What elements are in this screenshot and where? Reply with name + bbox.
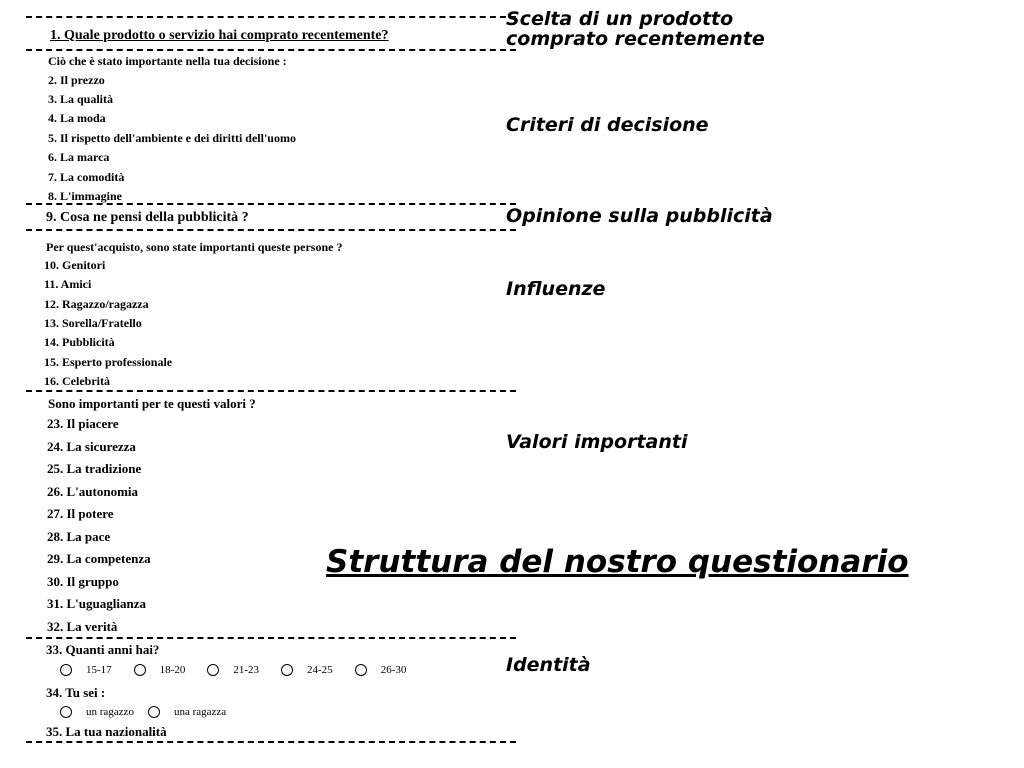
section-label-influenze: Influenze [506, 278, 606, 300]
question-9: 9. Cosa ne pensi della pubblicità ? [46, 210, 249, 225]
question-1: 1. Quale prodotto o servizio hai comprato recentemente? [50, 28, 389, 43]
list-item: 2. Il prezzo [48, 73, 105, 87]
age-options [60, 664, 428, 676]
influenze-intro: Per quest'acquisto, sono state importanti queste persone ? [46, 240, 343, 254]
list-item: 11. Amici [44, 277, 92, 291]
question-34: 34. Tu sei : [46, 685, 106, 700]
list-item: 10. Genitori [44, 258, 106, 272]
list-item: 25. La tradizione [47, 461, 142, 476]
radio-button[interactable] [148, 706, 160, 718]
list-item: 8. L'immagine [48, 189, 122, 203]
list-item: 3. La qualità [48, 92, 114, 106]
list-item: 4. La moda [48, 111, 106, 125]
age-option-label: 18-20 [159, 664, 186, 676]
radio-button[interactable] [207, 664, 219, 676]
slide-title: Struttura del nostro questionario [326, 544, 909, 580]
separator-line [26, 741, 516, 743]
question-33: 33. Quanti anni hai? [46, 642, 160, 657]
section-label-line: Scelta di un prodotto [506, 8, 734, 30]
list-item: 29. La competenza [47, 551, 151, 566]
gender-option-label: un ragazzo [86, 706, 134, 718]
list-item: 27. Il potere [47, 506, 114, 521]
separator-line [26, 49, 516, 51]
list-item: 5. Il rispetto dell'ambiente e dei diritti dell'uomo [48, 131, 296, 145]
gender-options [60, 706, 248, 718]
radio-button[interactable] [281, 664, 293, 676]
list-item: 13. Sorella/Fratello [44, 316, 142, 330]
list-item: 14. Pubblicità [44, 335, 115, 349]
list-item: 32. La verità [47, 619, 118, 634]
section-label-identita: Identità [506, 654, 591, 676]
question-35: 35. La tua nazionalità [46, 724, 167, 739]
list-item: 23. Il piacere [47, 416, 119, 431]
age-option-label: 26-30 [380, 664, 407, 676]
list-item: 7. La comodità [48, 170, 125, 184]
list-item: 26. L'autonomia [47, 484, 139, 499]
section-label-valori: Valori importanti [506, 431, 688, 453]
valori-intro: Sono importanti per te questi valori ? [48, 396, 256, 411]
radio-button[interactable] [60, 664, 72, 676]
list-item: 31. L'uguaglianza [47, 596, 146, 611]
age-option-label: 21-23 [233, 664, 260, 676]
section-label-opinione: Opinione sulla pubblicità [506, 205, 773, 227]
age-option-label: 24-25 [307, 664, 333, 676]
separator-line [26, 637, 516, 639]
separator-line [26, 390, 516, 392]
radio-button[interactable] [355, 664, 367, 676]
list-item: 15. Esperto professionale [44, 355, 173, 369]
section-label-line: comprato recentemente [506, 28, 765, 50]
list-item: 30. Il gruppo [47, 574, 119, 589]
radio-button[interactable] [134, 664, 146, 676]
separator-line [26, 229, 516, 231]
separator-line [26, 16, 516, 18]
list-item: 12. Ragazzo/ragazza [44, 297, 149, 311]
section-label-criteri: Criteri di decisione [506, 114, 709, 136]
section-label-scelta [506, 9, 765, 49]
criteri-intro: Ciò che è stato importante nella tua decisione : [48, 54, 287, 68]
radio-button[interactable] [60, 706, 72, 718]
list-item: 28. La pace [47, 529, 111, 544]
gender-option-label: una ragazza [173, 706, 227, 718]
list-item: 24. La sicurezza [47, 439, 136, 454]
age-option-label: 15-17 [86, 664, 112, 676]
list-item: 6. La marca [48, 150, 110, 164]
list-item: 16. Celebrità [44, 374, 110, 388]
